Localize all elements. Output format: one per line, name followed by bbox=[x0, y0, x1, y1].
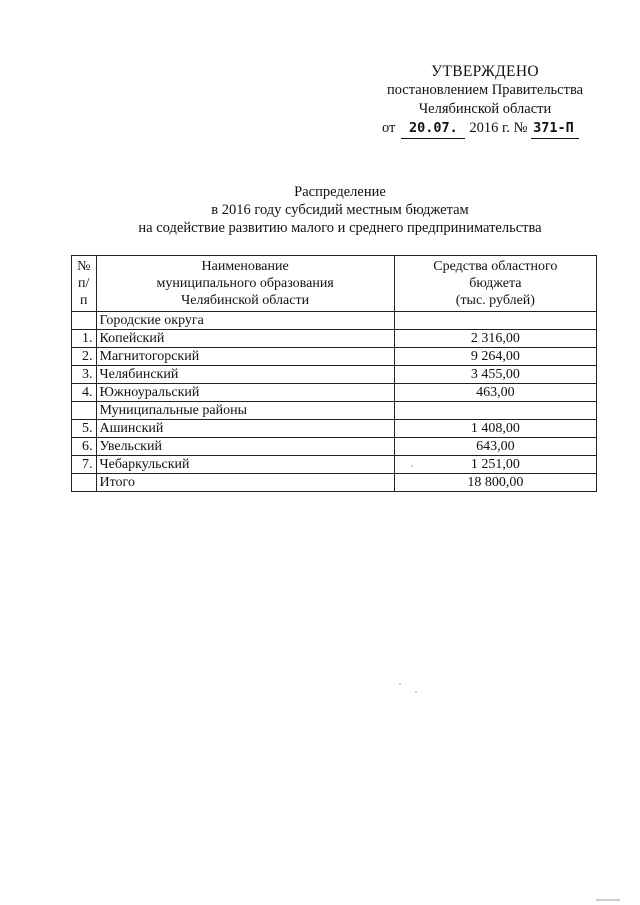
row-name: Магнитогорский bbox=[96, 348, 394, 366]
table-header-row bbox=[72, 256, 597, 312]
row-amount: 3 455,00 bbox=[394, 366, 596, 384]
row-number bbox=[72, 402, 97, 420]
row-name: Итого bbox=[96, 474, 394, 492]
row-number bbox=[72, 312, 97, 330]
row-name: Чебаркульский bbox=[96, 456, 394, 474]
table-row bbox=[72, 330, 597, 348]
document-heading bbox=[60, 183, 620, 237]
approval-number: 371-П bbox=[531, 119, 579, 139]
table-row bbox=[72, 348, 597, 366]
approval-stamp bbox=[360, 62, 610, 139]
row-amount: 463,00 bbox=[394, 384, 596, 402]
scan-speck bbox=[399, 683, 400, 684]
row-name: Городские округа bbox=[96, 312, 394, 330]
row-number: 6. bbox=[72, 438, 97, 456]
table-row bbox=[72, 384, 597, 402]
row-name: Южноуральский bbox=[96, 384, 394, 402]
table-row bbox=[72, 456, 597, 474]
header-number: № п/п bbox=[72, 256, 97, 312]
header-budget-funds: Средства областного бюджета (тыс. рублей) bbox=[394, 256, 596, 312]
row-number: 4. bbox=[72, 384, 97, 402]
row-number: 7. bbox=[72, 456, 97, 474]
approval-date-line bbox=[360, 119, 610, 139]
table-row bbox=[72, 420, 597, 438]
total-row bbox=[72, 474, 597, 492]
row-name: Муниципальные районы bbox=[96, 402, 394, 420]
row-name: Ашинский bbox=[96, 420, 394, 438]
row-number: 3. bbox=[72, 366, 97, 384]
approval-title: УТВЕРЖДЕНО bbox=[431, 63, 539, 80]
section-row-municipal-districts bbox=[72, 402, 597, 420]
row-number: 1. bbox=[72, 330, 97, 348]
row-number: 5. bbox=[72, 420, 97, 438]
approval-line-region: Челябинской области bbox=[418, 101, 552, 117]
heading-line-3: на содействие развитию малого и среднего предпринимательства bbox=[138, 220, 542, 236]
subsidy-table bbox=[71, 255, 597, 492]
table-row bbox=[72, 438, 597, 456]
approval-line-government: постановлением Правительства bbox=[386, 82, 584, 98]
date-prefix: от bbox=[382, 120, 396, 136]
row-amount: 1 251,00 bbox=[394, 456, 596, 474]
year-number-label: 2016 г. № bbox=[469, 120, 528, 136]
row-amount bbox=[394, 312, 596, 330]
heading-line-2: в 2016 году субсидий местным бюджетам bbox=[211, 202, 469, 218]
row-amount: 643,00 bbox=[394, 438, 596, 456]
header-municipality: Наименование муниципального образования Челябинской области bbox=[96, 256, 394, 312]
heading-line-1: Распределение bbox=[294, 184, 386, 200]
scan-speck bbox=[415, 691, 416, 692]
approval-date: 20.07. bbox=[401, 119, 465, 139]
row-amount: 9 264,00 bbox=[394, 348, 596, 366]
row-name: Копейский bbox=[96, 330, 394, 348]
row-number bbox=[72, 474, 97, 492]
row-name: Увельский bbox=[96, 438, 394, 456]
row-number: 2. bbox=[72, 348, 97, 366]
row-amount bbox=[394, 402, 596, 420]
table-row bbox=[72, 366, 597, 384]
row-amount: 1 408,00 bbox=[394, 420, 596, 438]
row-name: Челябинский bbox=[96, 366, 394, 384]
section-row-city-districts bbox=[72, 312, 597, 330]
row-amount: 2 316,00 bbox=[394, 330, 596, 348]
row-amount: 18 800,00 bbox=[394, 474, 596, 492]
